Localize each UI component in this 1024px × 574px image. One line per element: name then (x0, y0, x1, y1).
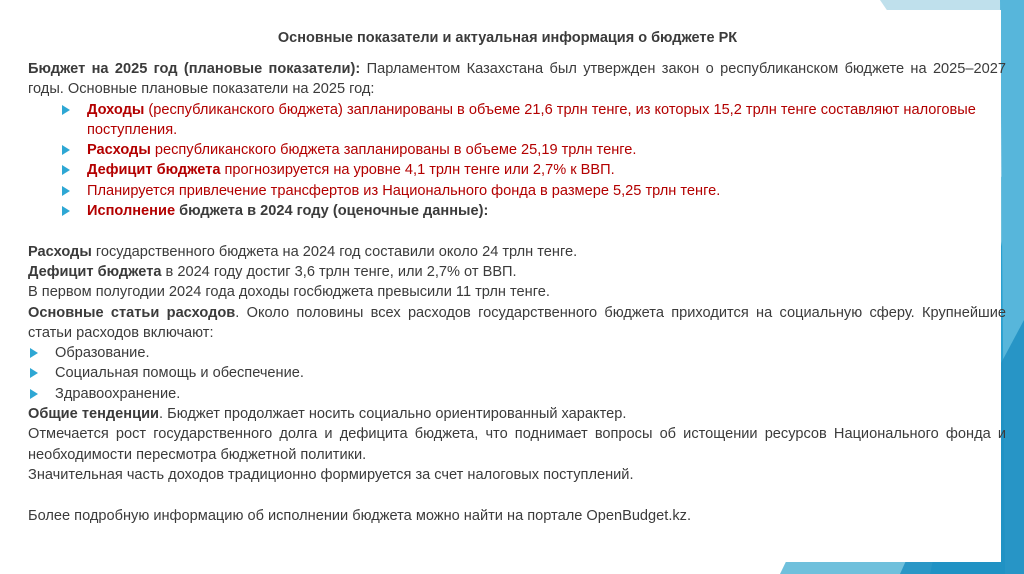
deficit-text: в 2024 году достиг 3,6 трлн тенге, или 2,7% от ВВП. (161, 263, 517, 280)
list-item (28, 363, 1006, 383)
footer-text: Более подробную информацию об исполнении бюджета можно найти на портале OpenBudget.kz. (28, 507, 692, 524)
list-item (28, 343, 1006, 363)
triangle-bullet-icon (30, 348, 38, 358)
articles-label: Основные статьи расходов (28, 304, 236, 321)
spacer (28, 485, 1006, 505)
list-item-text: Планируется привлечение трансфертов из Национального фонда в размере 5,25 трлн тенге. (87, 182, 721, 199)
trends-line (28, 404, 1006, 424)
list-item (28, 384, 1006, 404)
articles-text: . Около половины всех расходов государственного бюджета приходится на социальную сферу. Крупнейшие статьи расходов включают: (28, 304, 1006, 341)
triangle-bullet-icon (62, 186, 70, 196)
debt-paragraph: Отмечается рост государственного долга и дефицита бюджета, что поднимает вопросы об истощении ресурсов Национального фонда и необходимости пересмотра бюджетной политики. (28, 426, 1006, 463)
list-item-text: Социальная помощь и обеспечение. (55, 365, 304, 382)
triangle-bullet-icon (62, 145, 70, 155)
list-item-label: Дефицит бюджета (87, 162, 221, 179)
spacer (28, 221, 1006, 241)
list-item-text: (республиканского бюджета) запланированы в объеме 21,6 трлн тенге, из которых 15,2 трлн тенге составляют налоговые поступления. (87, 101, 976, 138)
list-item-text: Здравоохранение. (55, 385, 181, 402)
expenses-text: государственного бюджета на 2024 год составили около 24 трлн тенге. (91, 243, 578, 260)
intro-text: Парламентом Казахстана был утвержден закон о республиканском бюджете на 2025–2027 годы. Основные плановые показатели на 2025 год: (28, 61, 1006, 98)
list-item-text: республиканского бюджета запланированы в объеме 25,19 трлн тенге. (150, 142, 637, 159)
trends-label: Общие тенденции (28, 406, 160, 423)
main-content (28, 59, 1006, 526)
list-item-label: Расходы (87, 142, 151, 159)
tax-line: Значительная часть доходов традиционно формируется за счет налоговых поступлений. (28, 466, 634, 483)
expenses-line (28, 242, 1006, 262)
list-item (28, 160, 1006, 180)
list-item (28, 201, 1006, 221)
triangle-bullet-icon (62, 105, 70, 115)
triangle-bullet-icon (62, 206, 70, 216)
list-item-text: бюджета в 2024 году (оценочные данные): (175, 203, 489, 220)
list-item-text: прогнозируется на уровне 4,1 трлн тенге или 2,7% к ВВП. (220, 162, 615, 179)
list-item-label: Доходы (87, 101, 145, 118)
list-item (28, 181, 1006, 201)
list-item-label: Исполнение (87, 203, 176, 220)
trends-text: . Бюджет продолжает носить социально ориентированный характер. (159, 406, 627, 423)
triangle-bullet-icon (30, 389, 38, 399)
list-item (28, 140, 1006, 160)
page-title: Основные показатели и актуальная информация о бюджете РК (277, 30, 738, 46)
intro-paragraph (28, 59, 1006, 100)
slide-panel (14, 10, 1006, 562)
deficit-line (28, 262, 1006, 282)
triangle-bullet-icon (30, 368, 38, 378)
expenses-label: Расходы (28, 243, 92, 260)
revenue-line: В первом полугодии 2024 года доходы госбюджета превысили 11 трлн тенге. (28, 284, 550, 301)
intro-heading: Бюджет на 2025 год (плановые показатели): (28, 61, 361, 77)
list-item (28, 100, 1006, 141)
deficit-label: Дефицит бюджета (28, 263, 162, 280)
triangle-bullet-icon (62, 165, 70, 175)
articles-paragraph (28, 303, 1006, 344)
list-item-text: Образование. (55, 345, 150, 362)
